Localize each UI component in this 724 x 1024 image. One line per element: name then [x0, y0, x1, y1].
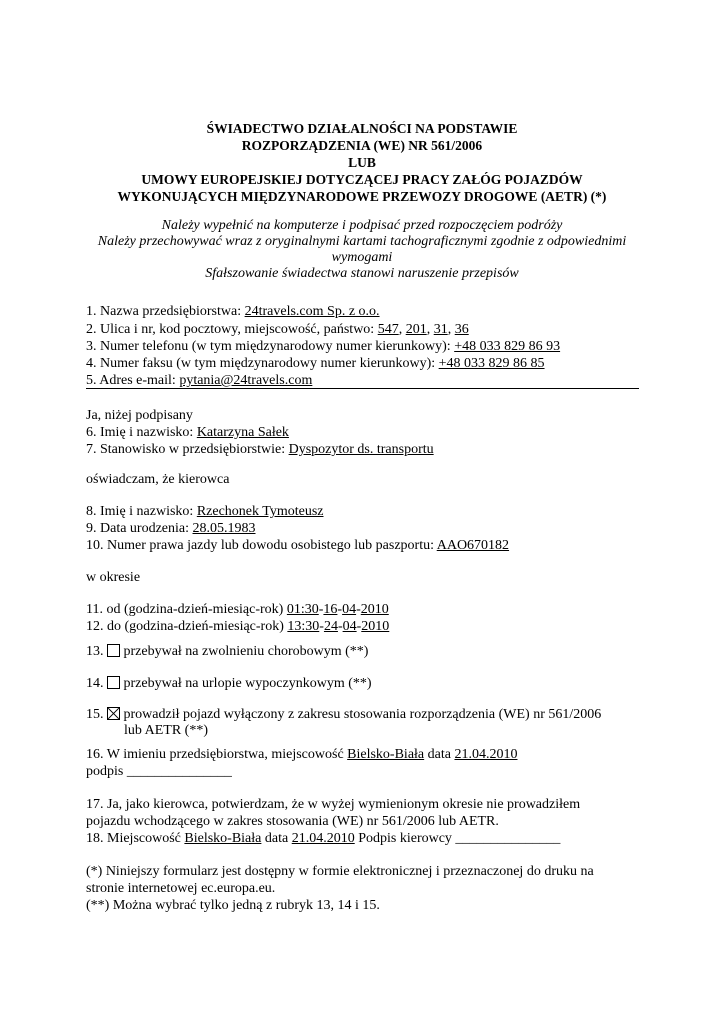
- field-company-address: [86, 322, 469, 338]
- to-day-value[interactable]: 24: [323, 619, 338, 634]
- driver-confirmation-line-1: 17. Ja, jako kierowca, potwierdzam, że w wyżej wymienionym okresie nie prowadziłem: [86, 797, 581, 812]
- section-divider: [86, 388, 639, 389]
- date-dash: -: [337, 619, 343, 634]
- declaration-text: oświadczam, że kierowca: [86, 472, 230, 487]
- field-period-to: [86, 619, 389, 635]
- company-email-value[interactable]: pytania@24travels.com: [179, 373, 313, 388]
- address-separator: ,: [398, 322, 406, 337]
- company-phone-label: 3. Numer telefonu (w tym międzynarodowy numer kierunkowy):: [86, 339, 455, 354]
- from-year-value[interactable]: 2010: [360, 602, 389, 617]
- address-street-value[interactable]: 547: [377, 322, 399, 337]
- period-to-label: 12. do (godzina-dzień-miesiąc-rok): [86, 619, 288, 634]
- field-company-phone: [86, 339, 560, 355]
- option-13-text: przebywał na zwolnieniu chorobowym (**): [123, 644, 369, 659]
- field-company-email: [86, 373, 312, 389]
- option-14-text: przebywał na urlopie wypoczynkowym (**): [123, 676, 372, 691]
- company-phone-value[interactable]: +48 033 829 86 93: [454, 339, 561, 354]
- title-line-3: LUB: [348, 155, 376, 170]
- field-company-fax: [86, 356, 545, 372]
- instruction-line-4: Sfałszowanie świadectwa stanowi naruszenie przepisów: [205, 266, 519, 281]
- field-signatory-position: [86, 442, 434, 458]
- driver-signature-label[interactable]: Podpis kierowcy _______________: [354, 831, 561, 846]
- address-number-value[interactable]: 201: [405, 322, 427, 337]
- instruction-line-1: Należy wypełnić na komputerze i podpisać przed rozpoczęciem podróży: [161, 218, 563, 233]
- field-driver-dob: [86, 521, 256, 537]
- footnote-1-line-2: stronie internetowej ec.europa.eu.: [86, 881, 276, 896]
- checkbox-sick-leave[interactable]: [107, 644, 120, 657]
- option-15-text-continued: lub AETR (**): [124, 723, 208, 738]
- option-14-number: 14.: [86, 676, 104, 691]
- option-15-number: 15.: [86, 707, 104, 722]
- driver-name-value[interactable]: Rzechonek Tymoteusz: [196, 504, 324, 519]
- instructions: [60, 218, 664, 282]
- company-sign-date-label: data: [424, 747, 455, 762]
- driver-confirmation-line-2: pojazdu wchodzącego w zakres stosowania (WE) nr 561/2006 lub AETR.: [86, 814, 499, 829]
- from-day-value[interactable]: 16: [323, 602, 338, 617]
- company-sign-place-value[interactable]: Bielsko-Biała: [347, 747, 425, 762]
- field-driver-name: [86, 504, 323, 520]
- field-period-from: [86, 602, 389, 618]
- checkbox-vacation[interactable]: [107, 676, 120, 689]
- date-dash: -: [337, 602, 343, 617]
- date-dash: -: [319, 619, 324, 634]
- title-line-1: ŚWIADECTWO DZIAŁALNOŚCI NA PODSTAWIE: [206, 121, 518, 136]
- driver-date-label: data: [261, 831, 292, 846]
- company-name-value[interactable]: 24travels.com Sp. z o.o.: [244, 304, 380, 319]
- title-line-4: UMOWY EUROPEJSKIEJ DOTYCZĄCEJ PRACY ZAŁÓG POJAZDÓW: [141, 172, 583, 187]
- option-13-number: 13.: [86, 644, 104, 659]
- address-separator: ,: [426, 322, 434, 337]
- driver-dob-label: 9. Data urodzenia:: [86, 521, 193, 536]
- driver-place-value[interactable]: Bielsko-Biała: [184, 831, 262, 846]
- date-dash: -: [318, 602, 324, 617]
- to-month-value[interactable]: 04: [342, 619, 357, 634]
- company-sign-date-value[interactable]: 21.04.2010: [454, 747, 518, 762]
- driver-name-label: 8. Imię i nazwisko:: [86, 504, 197, 519]
- option-14-vacation: [86, 676, 372, 692]
- company-address-label: 2. Ulica i nr, kod pocztowy, miejscowość, państwo:: [86, 322, 378, 337]
- period-from-label: 11. od (godzina-dzień-miesiąc-rok): [86, 602, 287, 617]
- signatory-name-label: 6. Imię i nazwisko:: [86, 425, 197, 440]
- footnote-1-line-1: (*) Niniejszy formularz jest dostępny w formie elektronicznej i przeznaczonej do druku na: [86, 864, 594, 879]
- period-intro: w okresie: [86, 570, 141, 585]
- driver-date-value[interactable]: 21.04.2010: [291, 831, 355, 846]
- from-month-value[interactable]: 04: [342, 602, 357, 617]
- company-fax-label: 4. Numer faksu (w tym międzynarodowy numer kierunkowy):: [86, 356, 439, 371]
- title-line-2: ROZPORZĄDZENIA (WE) NR 561/2006: [241, 138, 483, 153]
- from-time-value[interactable]: 01:30: [286, 602, 319, 617]
- date-dash: -: [356, 602, 361, 617]
- driver-place-label: 18. Miejscowość: [86, 831, 185, 846]
- to-time-value[interactable]: 13:30: [287, 619, 320, 634]
- instruction-line-2: Należy przechowywać wraz z oryginalnymi kartami tachograficznymi zgodnie z odpowiednimi: [97, 234, 627, 249]
- footnote-2: (**) Można wybrać tylko jedną z rubryk 13, 14 i 15.: [86, 898, 380, 913]
- signatory-position-label: 7. Stanowisko w przedsiębiorstwie:: [86, 442, 289, 457]
- option-15-text: prowadził pojazd wyłączony z zakresu stosowania rozporządzenia (WE) nr 561/2006: [123, 707, 602, 722]
- to-year-value[interactable]: 2010: [361, 619, 390, 634]
- title-line-5: WYKONUJĄCYCH MIĘDZYNARODOWE PRZEWOZY DROGOWE (AETR) (*): [117, 189, 607, 204]
- field-signatory-name: [86, 425, 289, 441]
- company-sign-label: 16. W imieniu przedsiębiorstwa, miejscowość: [86, 747, 348, 762]
- company-fax-value[interactable]: +48 033 829 86 85: [438, 356, 545, 371]
- driver-license-label: 10. Numer prawa jazdy lub dowodu osobistego lub paszportu:: [86, 538, 437, 553]
- address-separator: ,: [447, 322, 455, 337]
- signatory-intro: Ja, niżej podpisany: [86, 408, 193, 423]
- signatory-position-value[interactable]: Dyspozytor ds. transportu: [288, 442, 434, 457]
- field-driver-license: [86, 538, 509, 554]
- checkbox-excluded-vehicle[interactable]: [107, 707, 120, 720]
- option-15-excluded-vehicle: [86, 707, 601, 739]
- field-company-signature-place: [86, 747, 517, 763]
- company-signature-line[interactable]: podpis _______________: [86, 764, 232, 779]
- address-country-value[interactable]: 36: [454, 322, 469, 337]
- address-postcode-value[interactable]: 31: [433, 322, 448, 337]
- driver-license-value[interactable]: AAO670182: [436, 538, 510, 553]
- driver-dob-value[interactable]: 28.05.1983: [192, 521, 256, 536]
- instruction-line-3: wymogami: [331, 250, 393, 265]
- date-dash: -: [356, 619, 362, 634]
- field-driver-signature: [86, 831, 560, 847]
- document-title: [60, 120, 664, 205]
- option-13-sick-leave: [86, 644, 368, 660]
- company-email-label: 5. Adres e-mail:: [86, 373, 180, 388]
- field-company-name: [86, 304, 380, 320]
- company-name-label: 1. Nazwa przedsiębiorstwa:: [86, 304, 245, 319]
- signatory-name-value[interactable]: Katarzyna Sałek: [196, 425, 289, 440]
